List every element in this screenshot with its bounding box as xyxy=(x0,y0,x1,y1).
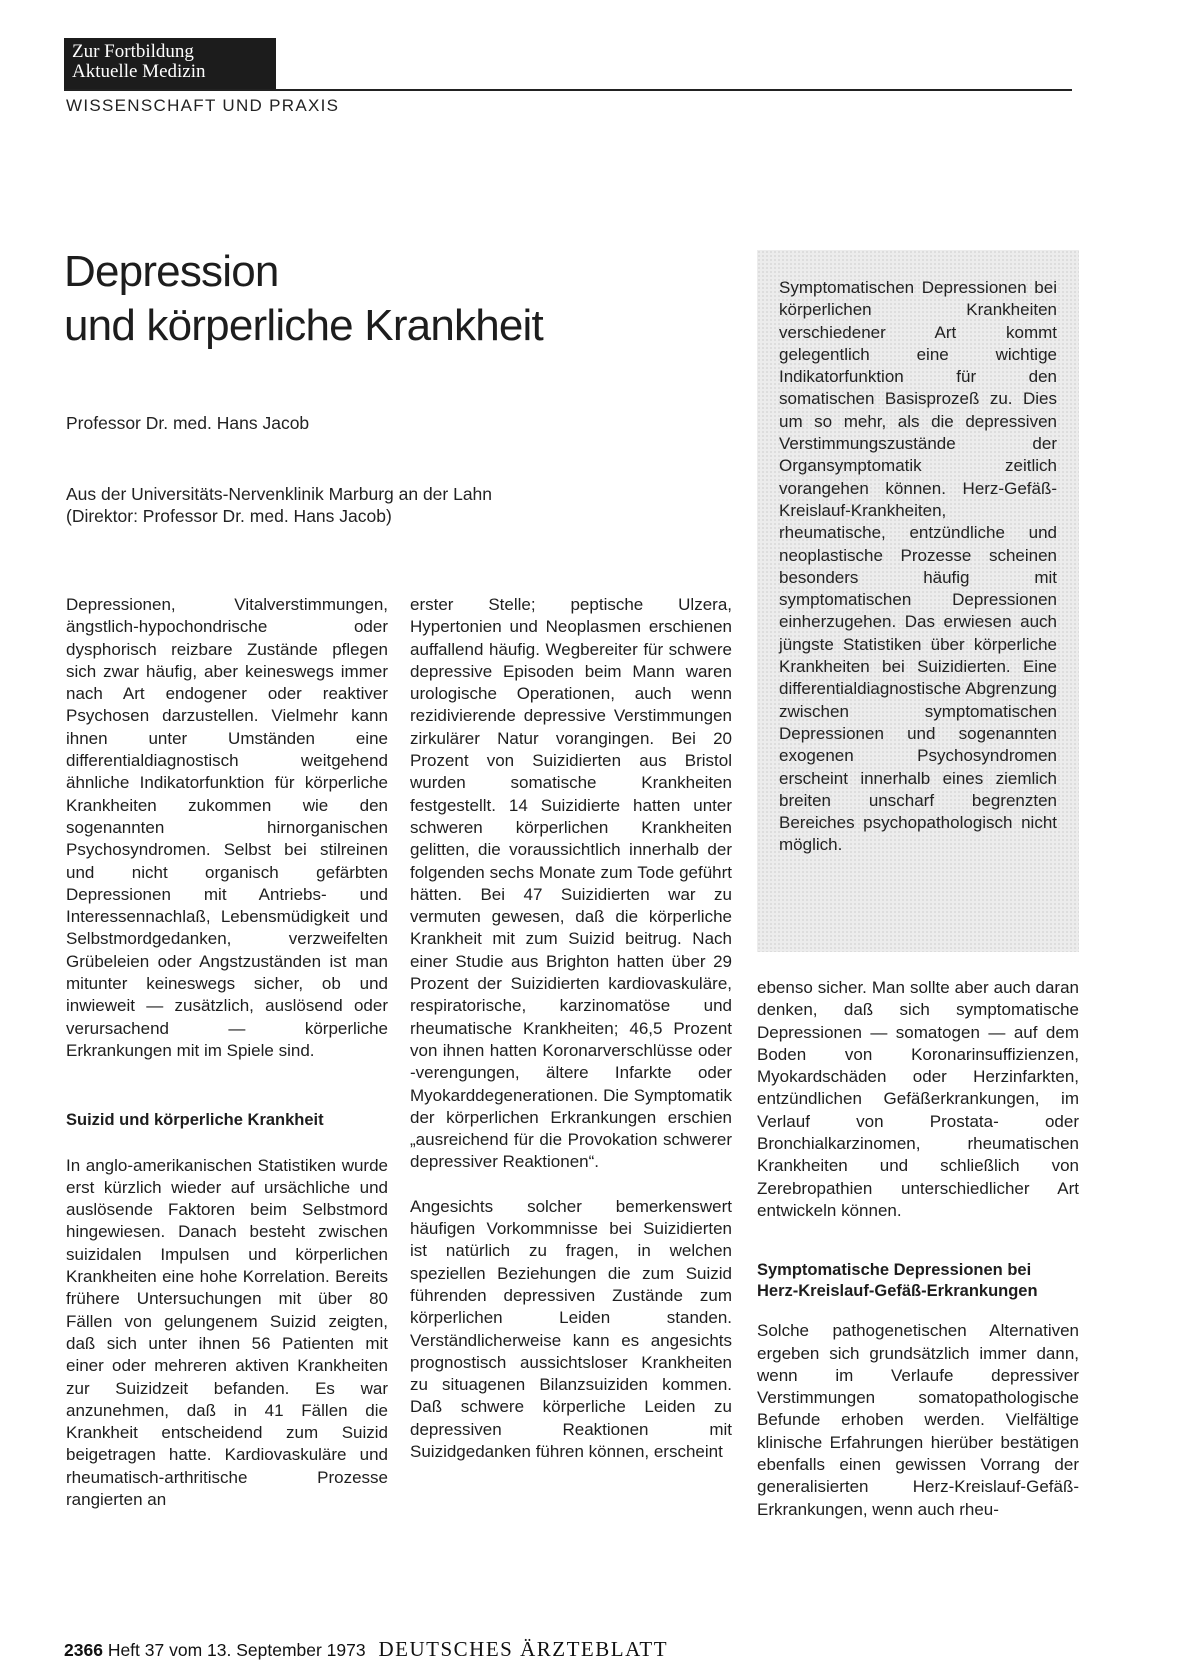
section-label: WISSENSCHAFT UND PRAXIS xyxy=(66,96,340,115)
section-heading xyxy=(757,1260,1079,1302)
section-heading-line-2: Herz-Kreislauf-Gefäß-Erkrankungen xyxy=(757,1282,1038,1301)
article-title xyxy=(64,245,684,353)
title-line-2: und körperliche Krankheit xyxy=(64,301,543,350)
column-1 xyxy=(66,594,388,1511)
series-label xyxy=(64,38,276,90)
journal-name: DEUTSCHES ÄRZTEBLATT xyxy=(378,1637,669,1661)
body-paragraph: Angesichts solcher bemerkenswert häufigen Vorkommnisse bei Suizidierten ist natürlich zu fragen, in welchen speziellen Beziehungen die zum Suizid führenden depressiven Zustände zum körperlichen Leiden standen. Verständlicherweise kann es angesichts prognostisch aussichtsloser Krankheiten zu situagenen Bilanzsuiziden kommen. Daß schwere körperliche Leiden zu depressiven Reaktionen mit Suizidgedanken führen können, erscheint xyxy=(410,1196,732,1461)
issue-info: Heft 37 vom 13. September 1973 xyxy=(107,1640,366,1660)
header-rule xyxy=(64,89,1072,91)
abstract-box xyxy=(757,250,1079,952)
abstract-text: Symptomatischen Depressionen bei körperlichen Krankheiten verschiedener Art kommt gelegentlich eine wichtige Indikatorfunktion für den somatischen Basisprozeß zu. Dies um so mehr, als die depressiven Verstimmungszustände der Organsymptomatik zeitlich vorangehen können. Herz-Gefäß-Kreislauf-Krankheiten, rheumatische, entzündliche und neoplastische Prozesse scheinen besonders häufig mit symptomatischen Depressionen einherzugehen. Das erwiesen auch jüngste Statistiken über körperliche Krankheiten bei Suizidierten. Eine differentialdiagnostische Abgrenzung zwischen symptomatischen Depressionen und sogenannten exogenen Psychosyndromen erscheint innerhalb eines ziemlich breiten unscharf begrenzten Bereiches psychopathologisch nicht möglich. xyxy=(779,278,1057,855)
page-footer xyxy=(64,1637,668,1662)
body-paragraph: Solche pathogenetischen Alternativen ergeben sich grundsätzlich immer dann, wenn im Verlaufe depressiver Verstimmungen somatopathologische Befunde erhoben werden. Vielfältige klinische Erfahrungen hierüber bestätigen ebenfalls einen gewissen Vorrang der generalisierten Herz-Kreislauf-Gefäß-Erkrankungen, wenn auch rheu- xyxy=(757,1321,1079,1519)
author: Professor Dr. med. Hans Jacob xyxy=(66,413,310,433)
series-line-2: Aktuelle Medizin xyxy=(72,61,206,82)
title-line-1: Depression xyxy=(64,247,279,296)
affiliation-line-1: Aus der Universitäts-Nervenklinik Marburg an der Lahn xyxy=(66,484,493,504)
body-paragraph: ebenso sicher. Man sollte aber auch daran denken, daß sich symptomatische Depressionen — somatogen — auf dem Boden von Koronarinsuffizienzen, Myokardschäden oder Herzinfarkten, entzündlichen Gefäßerkrankungen, im Verlauf von Prostata- oder Bronchialkarzinomen, rheumatischen Krankheiten und schließlich von Zerebropathien unterschiedlicher Art entwickeln können. xyxy=(757,978,1079,1220)
body-paragraph: In anglo-amerikanischen Statistiken wurde erst kürzlich wieder auf ursächliche und auslösende Faktoren beim Selbstmord hingewiesen. Danach besteht zwischen suizidalen Impulsen und körperlichen Krankheiten eine hohe Korrelation. Bereits frühere Untersuchungen mit über 80 Fällen von gelungenem Suizid zeigten, daß sich unter ihnen 56 Patienten mit einer oder mehreren aktiven Krankheiten zur Suizidzeit befanden. Es war anzunehmen, daß in 41 Fällen die Krankheit entscheidend zum Suizid beigetragen hatte. Kardiovaskuläre und rheumatisch-arthritische Prozesse rangierten an xyxy=(66,1155,388,1509)
body-paragraph: Depressionen, Vitalverstimmungen, ängstlich-hypochondrische oder dysphorisch reizbare Zustände pflegen sich zwar häufig, aber keineswegs immer nach Art endogener oder reaktiver Psychosen darzustellen. Vielmehr kann ihnen unter Umständen eine differentialdiagnostisch weitgehend ähnliche Indikatorfunktion für körperliche Krankheiten zukommen wie den sogenannten hirnorganischen Psychosyndromen. Selbst bei stilreinen und nicht organisch gefärbten Depressionen mit Antriebs- und Interessennachlaß, Lebensmüdigkeit und Selbstmordgedanken, verzweifelten Grübeleien oder Angstzuständen ist man mitunter keineswegs sicher, ob und inwieweit — zusätzlich, auslösend oder verursachend — körperliche Erkrankungen mit im Spiele sind. xyxy=(66,595,388,1060)
series-line-1: Zur Fortbildung xyxy=(72,41,194,62)
column-3 xyxy=(757,977,1079,1521)
affiliation-line-2: (Direktor: Professor Dr. med. Hans Jacob) xyxy=(66,506,392,526)
column-2 xyxy=(410,594,732,1463)
section-heading: Suizid und körperliche Krankheit xyxy=(66,1111,324,1130)
section-heading-line-1: Symptomatische Depressionen bei xyxy=(757,1261,1032,1280)
affiliation xyxy=(66,483,492,527)
body-paragraph: erster Stelle; peptische Ulzera, Hypertonien und Neoplasmen erschienen auffallend häufig. Wegbereiter für schwere depressive Episoden beim Mann waren urologische Operationen, auch wenn rezidivierende depressive Verstimmungen zirkulärer Natur vorangingen. Bei 20 Prozent von Suizidierten aus Bristol wurden somatische Krankheiten festgestellt. 14 Suizidierte hatten unter schweren körperlichen Krankheiten gelitten, die voraussichtlich innerhalb der folgenden sechs Monate zum Tode geführt hätten. Bei 47 Suizidierten war zu vermuten gewesen, daß die körperliche Krankheit mit zum Suizid beitrug. Nach einer Studie aus Brighton hatten über 29 Prozent der Suizidierten kardiovaskuläre, respiratorische, karzinomatöse und rheumatische Krankheiten; 46,5 Prozent von ihnen hatten Koronarverschlüsse oder -verengungen, ältere Infarkte oder Myokarddegenerationen. Die Symptomatik der körperlichen Erkrankungen erschien „ausreichend für die Provokation schwerer depressiver Reaktionen“. xyxy=(410,595,732,1172)
page-number: 2366 xyxy=(64,1640,103,1660)
